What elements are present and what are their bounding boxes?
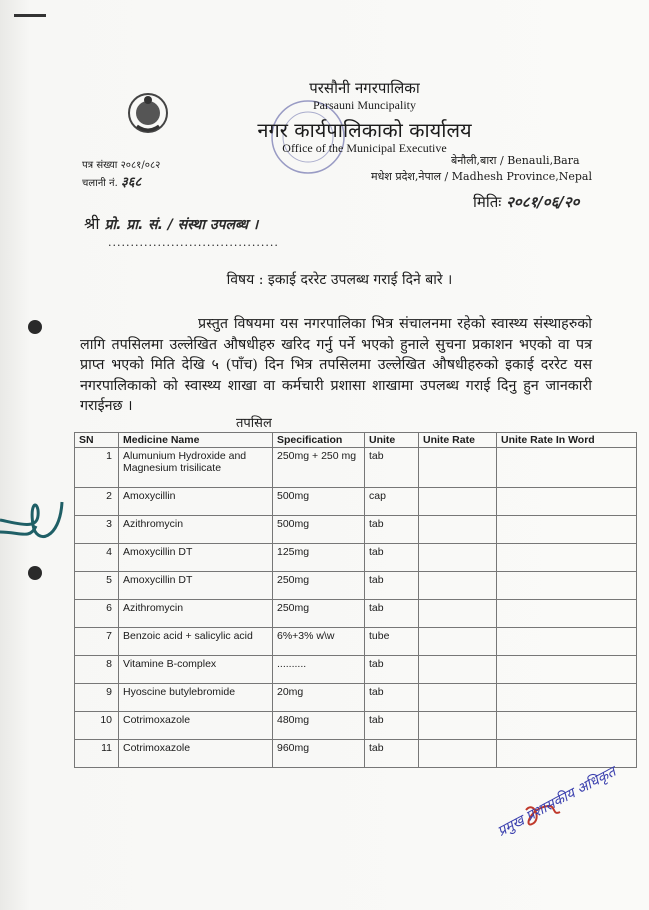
cell-sn: 10	[75, 712, 119, 740]
cell-unite-rate	[419, 712, 497, 740]
cell-specification: 250mg + 250 mg	[273, 448, 365, 488]
cell-unite-rate-in-word	[497, 572, 637, 600]
cell-specification: 250mg	[273, 600, 365, 628]
cell-medicine-name: Hyoscine butylebromide	[119, 684, 273, 712]
date-label: मितिः	[473, 193, 502, 211]
cell-unite: tab	[365, 684, 419, 712]
cell-sn: 4	[75, 544, 119, 572]
cell-specification: 480mg	[273, 712, 365, 740]
cell-specification: 20mg	[273, 684, 365, 712]
office-name-en: Office of the Municipal Executive	[282, 141, 447, 155]
cell-unite: tab	[365, 740, 419, 768]
cell-specification: 960mg	[273, 740, 365, 768]
header-medicine-name: Medicine Name	[119, 433, 273, 448]
cell-unite: tab	[365, 448, 419, 488]
cell-unite-rate	[419, 740, 497, 768]
punch-hole-top	[28, 320, 42, 334]
table-row	[75, 628, 637, 656]
table-row	[75, 572, 637, 600]
cell-unite: tab	[365, 712, 419, 740]
binding-string	[0, 470, 70, 590]
cell-unite-rate	[419, 600, 497, 628]
cell-sn: 11	[75, 740, 119, 768]
cell-sn: 8	[75, 656, 119, 684]
cell-unite-rate	[419, 544, 497, 572]
cell-unite-rate-in-word	[497, 448, 637, 488]
cell-unite: tab	[365, 544, 419, 572]
cell-specification: 500mg	[273, 516, 365, 544]
cell-medicine-name: Amoxycillin	[119, 488, 273, 516]
cell-sn: 6	[75, 600, 119, 628]
cell-medicine-name: Alumunium Hydroxide and Magnesium trisilicate	[119, 448, 273, 488]
cell-unite-rate-in-word	[497, 628, 637, 656]
header-unite: Unite	[365, 433, 419, 448]
patra-value: २०८१/०८२	[120, 160, 161, 171]
cell-unite: tab	[365, 572, 419, 600]
cell-unite-rate-in-word	[497, 712, 637, 740]
cell-unite-rate	[419, 684, 497, 712]
table-row	[75, 656, 637, 684]
patra-label: पत्र संख्या	[82, 160, 118, 171]
cell-specification: 500mg	[273, 488, 365, 516]
addressee-name: प्रो. प्रा. सं. / संस्था उपलब्ध ।	[104, 217, 259, 233]
cell-sn: 1	[75, 448, 119, 488]
cell-unite-rate-in-word	[497, 544, 637, 572]
subject-line: विषय : इकाई दररेट उपलब्ध गराई दिने बारे ।	[226, 272, 453, 288]
date-value: २०८१/०६/२०	[506, 193, 580, 211]
cell-medicine-name: Azithromycin	[119, 600, 273, 628]
cell-unite-rate-in-word	[497, 684, 637, 712]
cell-specification: 125mg	[273, 544, 365, 572]
cell-unite-rate	[419, 656, 497, 684]
cell-unite-rate-in-word	[497, 740, 637, 768]
header-specification: Specification	[273, 433, 365, 448]
cell-unite: tab	[365, 516, 419, 544]
cell-unite-rate	[419, 628, 497, 656]
cell-specification: 250mg	[273, 572, 365, 600]
medicine-table	[74, 432, 637, 768]
addressee-prefix: श्री	[84, 214, 100, 233]
header-unite-rate-in-word: Unite Rate In Word	[497, 433, 637, 448]
cell-unite: tube	[365, 628, 419, 656]
header-unite-rate: Unite Rate	[419, 433, 497, 448]
table-row	[75, 740, 637, 768]
chalani-value: ३६८	[120, 175, 142, 190]
cell-medicine-name: Azithromycin	[119, 516, 273, 544]
table-row	[75, 448, 637, 488]
cell-sn: 5	[75, 572, 119, 600]
cell-unite-rate-in-word	[497, 600, 637, 628]
addressee-dots: ......................................	[108, 236, 279, 249]
office-name-np: नगर कार्यपालिकाको कार्यालय	[257, 118, 472, 142]
table-row	[75, 600, 637, 628]
corner-mark	[14, 14, 46, 17]
patra-sankhya	[82, 157, 160, 171]
address-line-1: बेनौली,बारा / Benauli,Bara	[451, 154, 580, 167]
cell-unite-rate-in-word	[497, 488, 637, 516]
cell-unite: tab	[365, 656, 419, 684]
table-row	[75, 684, 637, 712]
cell-unite-rate	[419, 516, 497, 544]
cell-unite-rate	[419, 488, 497, 516]
address-line-2: मधेश प्रदेश,नेपाल / Madhesh Province,Nepal	[371, 170, 592, 183]
body-paragraph: प्रस्तुत विषयमा यस नगरपालिका भित्र संचालनमा रहेको स्वास्थ्य संस्थाहरुको लागि तपसिलमा उल्लेखित औषधीहरु खरिद गर्नु पर्ने भएको हुनाले सुचना प्रकाशन भएको वा पत्र प्राप्त भएको मिति देखि ५ (पाँच) दिन भित्र तपसिलमा उल्लेखित औषधीहरुको इकाई दररेट यस नगरपालिकाको को स्वास्थ्य शाखा वा कर्मचारी प्रशासा शाखामा उपलब्ध गराई दिनु हुन जानकारी गराईनछ ।	[80, 316, 592, 414]
cell-unite: tab	[365, 600, 419, 628]
cell-medicine-name: Amoxycillin DT	[119, 572, 273, 600]
chalani-label: चलानी नं.	[82, 178, 118, 189]
cell-unite-rate-in-word	[497, 516, 637, 544]
cell-medicine-name: Vitamine B-complex	[119, 656, 273, 684]
cell-sn: 3	[75, 516, 119, 544]
cell-medicine-name: Cotrimoxazole	[119, 712, 273, 740]
chalani-number	[82, 172, 141, 190]
cell-unite: cap	[365, 488, 419, 516]
cell-specification: ..........	[273, 656, 365, 684]
cell-unite-rate-in-word	[497, 656, 637, 684]
cell-sn: 9	[75, 684, 119, 712]
cell-medicine-name: Cotrimoxazole	[119, 740, 273, 768]
signature-title-stamp: प्रमुख प्रशासकीय अधिकृत	[494, 764, 619, 840]
tapasil-heading: तपसिल	[236, 416, 272, 431]
cell-specification: 6%+3% w\w	[273, 628, 365, 656]
cell-unite-rate	[419, 448, 497, 488]
cell-unite-rate	[419, 572, 497, 600]
cell-medicine-name: Benzoic acid + salicylic acid	[119, 628, 273, 656]
table-header-row	[75, 433, 637, 448]
addressee	[84, 212, 258, 234]
table-row	[75, 516, 637, 544]
table-row	[75, 712, 637, 740]
cell-medicine-name: Amoxycillin DT	[119, 544, 273, 572]
date-field	[473, 192, 579, 212]
cell-sn: 7	[75, 628, 119, 656]
cell-sn: 2	[75, 488, 119, 516]
municipality-name-en: Parsauni Muncipality	[313, 98, 416, 112]
header-sn: SN	[75, 433, 119, 448]
municipality-name-np: परसौनी नगरपालिका	[309, 79, 420, 97]
table-row	[75, 488, 637, 516]
table-row	[75, 544, 637, 572]
